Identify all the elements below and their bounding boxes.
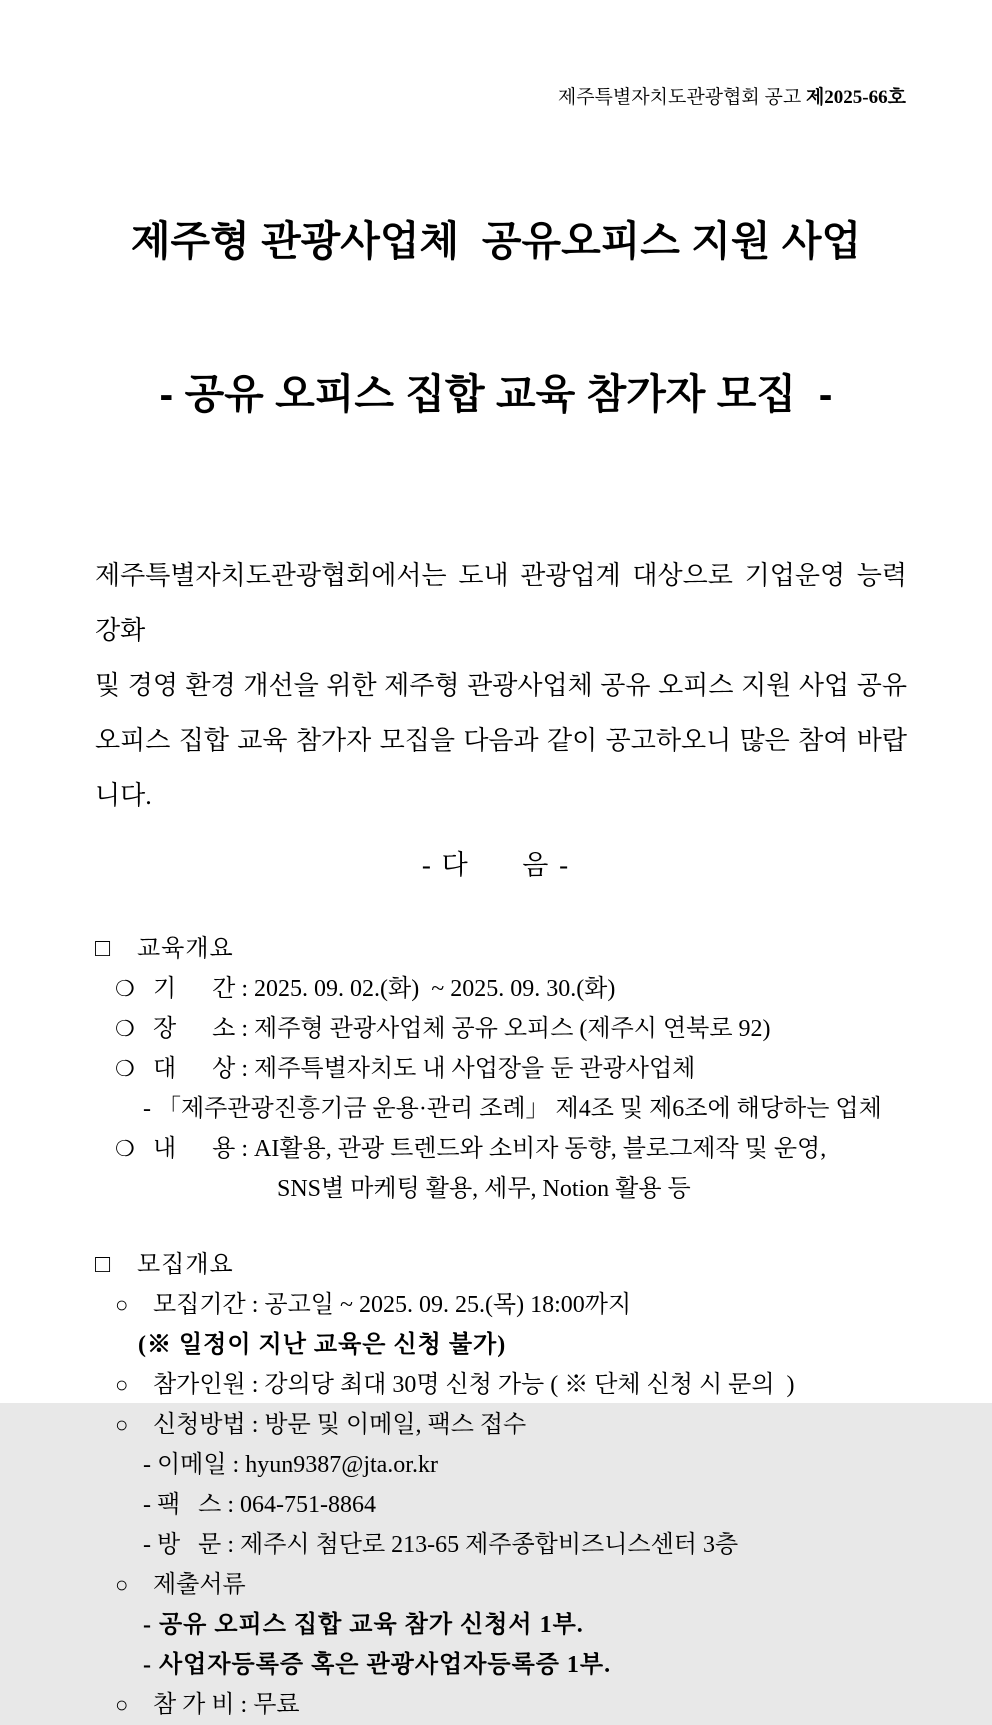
intro-line: 오피스 집합 교육 참가자 모집을 다음과 같이 공고하오니 많은 참여 바랍니다.	[95, 726, 907, 810]
item-email	[0, 1445, 992, 1485]
item-doc-application-form	[0, 1605, 992, 1645]
circle-bullet-icon: ❍	[115, 1056, 135, 1081]
item-text: 참가인원 : 강의당 최대 30명 신청 가능 ( ※ 단체 신청 시 문의 )	[153, 1372, 795, 1398]
item-recruit-period	[0, 1285, 992, 1325]
section-education-overview	[0, 929, 992, 1209]
item-capacity	[0, 1365, 992, 1405]
notice-issuer: 제주특별자치도관광협회 공고	[557, 87, 806, 108]
circle-bullet-icon: ○	[115, 1692, 129, 1717]
circle-bullet-icon: ○	[115, 1412, 129, 1437]
intro-line: 제주특별자치도관광협회에서는 도내 관광업계 대상으로 기업운영 능력 강화	[95, 561, 907, 645]
item-text: 장 소 : 제주형 관광사업체 공유 오피스 (제주시 연북로 92)	[153, 1016, 771, 1042]
item-text: 기 간 : 2025. 09. 02.(화) ~ 2025. 09. 30.(화)	[153, 976, 616, 1002]
item-text: - 팩 스 : 064-751-8864	[143, 1492, 377, 1518]
item-text: 신청방법 : 방문 및 이메일, 팩스 접수	[153, 1412, 527, 1438]
intro-line: 및 경영 환경 개선을 위한 제주형 관광사업체 공유 오피스 지원 사업 공유	[95, 671, 907, 700]
item-documents	[0, 1565, 992, 1605]
intro-paragraph	[95, 548, 907, 823]
item-text: - 「제주관광진흥기금 운용·관리 조례」 제4조 및 제6조에 해당하는 업체	[143, 1096, 882, 1122]
item-doc-business-license	[0, 1645, 992, 1685]
item-target-detail	[0, 1089, 992, 1129]
item-period	[0, 969, 992, 1009]
item-text: - 사업자등록증 혹은 관광사업자등록증 1부.	[143, 1652, 612, 1678]
circle-bullet-icon: ○	[115, 1572, 129, 1597]
item-text: (※ 일정이 지난 교육은 신청 불가)	[138, 1332, 507, 1358]
circle-bullet-icon: ❍	[115, 1016, 135, 1041]
item-text: - 공유 오피스 집합 교육 참가 신청서 1부.	[143, 1612, 584, 1638]
circle-bullet-icon: ❍	[115, 976, 135, 1001]
section-title: 모집개요	[137, 1252, 234, 1278]
title-line-2: - 공유 오피스 집합 교육 참가자 모집 -	[159, 371, 833, 417]
item-deadline-note	[0, 1325, 992, 1365]
item-location	[0, 1009, 992, 1049]
item-visit	[0, 1525, 992, 1565]
notice-number-line	[0, 0, 992, 110]
square-marker-icon: □	[95, 1251, 111, 1278]
title-line-1: 제주형 관광사업체 공유오피스 지원 사업	[130, 218, 862, 264]
item-fee	[0, 1685, 992, 1725]
circle-bullet-icon: ○	[115, 1292, 129, 1317]
item-content-continued	[0, 1169, 992, 1209]
section-heading	[0, 1245, 992, 1285]
item-apply-method	[0, 1405, 992, 1445]
item-text: 참 가 비 : 무료	[153, 1692, 300, 1718]
item-text: SNS별 마케팅 활용, 세무, Notion 활용 등	[277, 1176, 691, 1202]
circle-bullet-icon: ❍	[115, 1136, 135, 1161]
section-heading	[0, 929, 992, 969]
item-text: - 이메일 : hyun9387@jta.or.kr	[143, 1452, 438, 1478]
item-fax	[0, 1485, 992, 1525]
notice-number: 제2025-66호	[805, 87, 906, 108]
item-text: 제출서류	[153, 1572, 246, 1598]
item-content	[0, 1129, 992, 1169]
item-text: - 방 문 : 제주시 첨단로 213-65 제주종합비즈니스센터 3층	[143, 1532, 739, 1558]
square-marker-icon: □	[95, 935, 111, 962]
item-text: 내 용 : AI활용, 관광 트렌드와 소비자 동향, 블로그제작 및 운영,	[153, 1136, 827, 1162]
circle-bullet-icon: ○	[115, 1372, 129, 1397]
item-target	[0, 1049, 992, 1089]
item-text: 대 상 : 제주특별자치도 내 사업장을 둔 관광사업체	[153, 1056, 696, 1082]
document-title	[0, 114, 992, 522]
item-text: 모집기간 : 공고일 ~ 2025. 09. 25.(목) 18:00까지	[153, 1292, 632, 1318]
daum-divider: - 다 음 -	[421, 850, 571, 880]
section-title: 교육개요	[137, 936, 234, 962]
section-recruitment-overview	[0, 1245, 992, 1725]
